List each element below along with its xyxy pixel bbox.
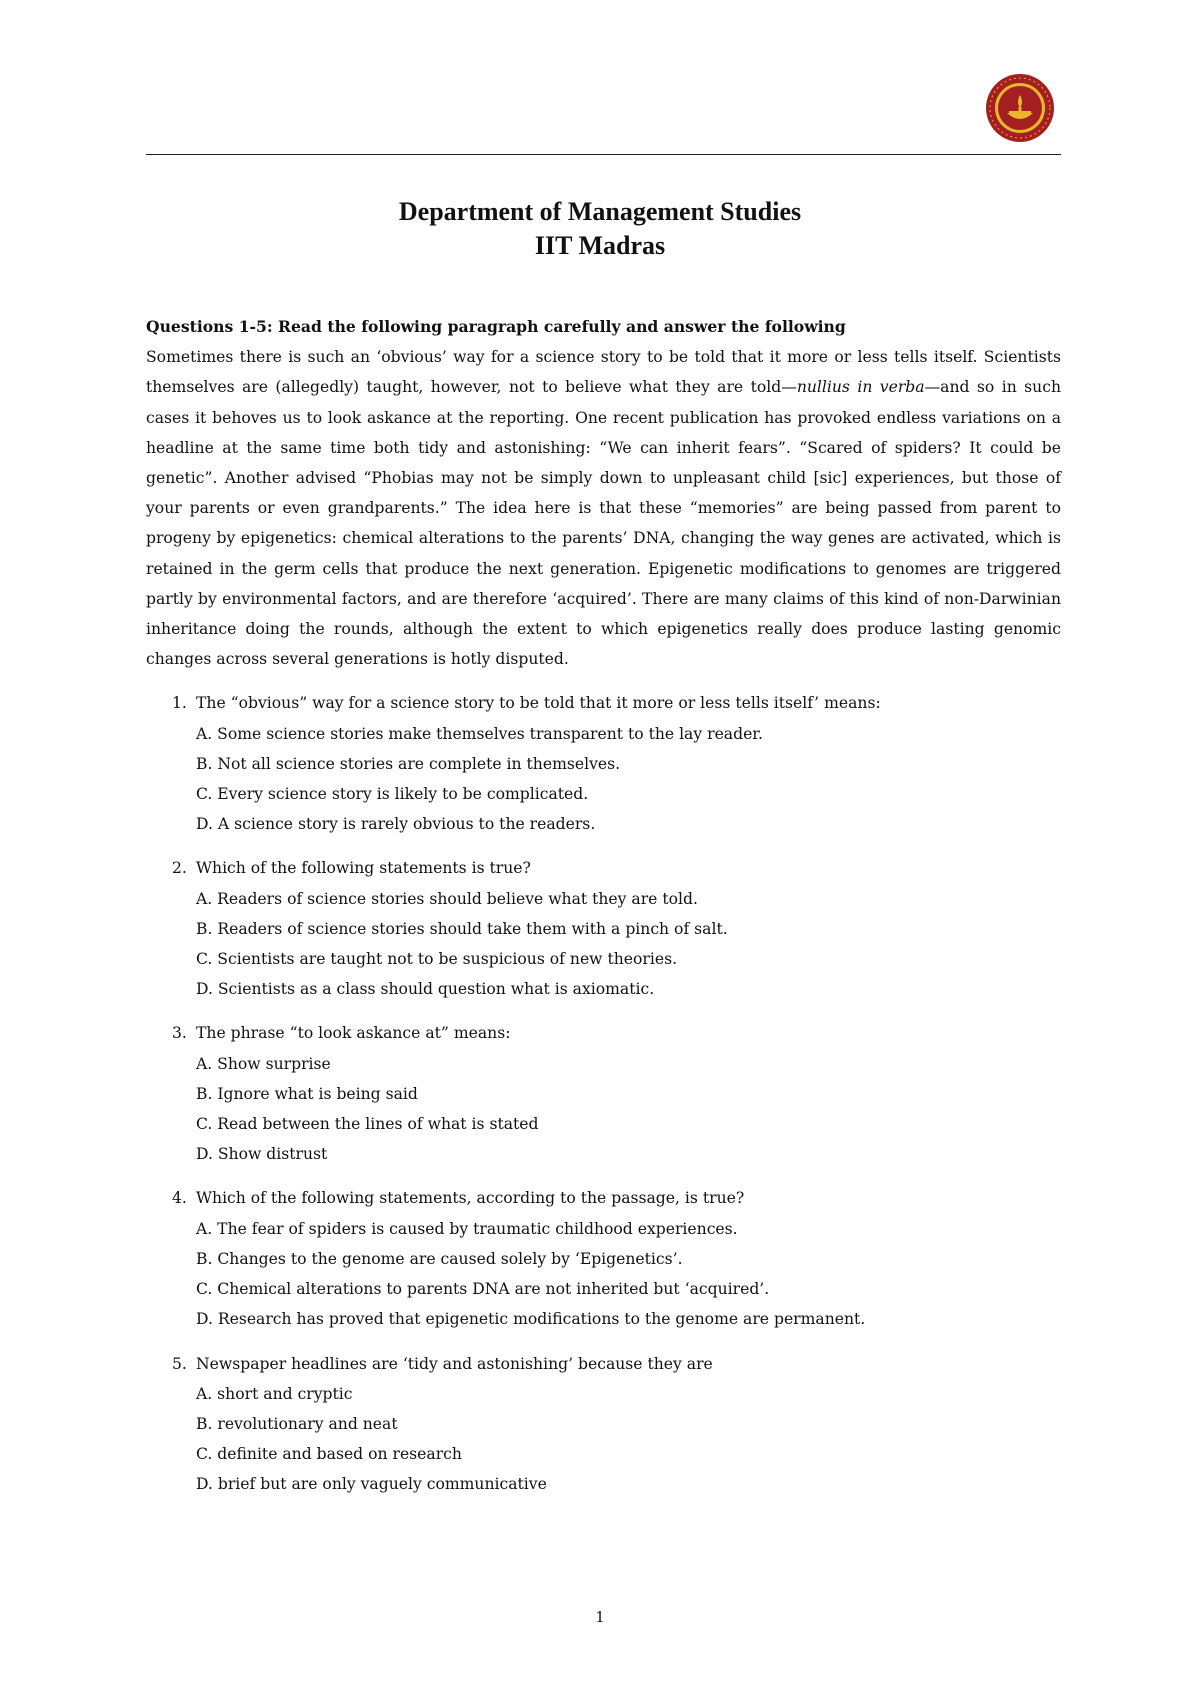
- reading-passage: [146, 342, 1061, 674]
- option-list: [196, 884, 1061, 1005]
- question-text: The phrase “to look askance at” means:: [196, 1024, 511, 1043]
- option-c: C. Read between the lines of what is stated: [196, 1115, 539, 1134]
- iit-madras-logo: [985, 73, 1055, 143]
- option-c: C. Every science story is likely to be complicated.: [196, 785, 589, 804]
- question-2: [146, 853, 1061, 1004]
- option-c: C. definite and based on research: [196, 1445, 462, 1464]
- option-list: [196, 1049, 1061, 1170]
- title-department: Department of Management Studies: [398, 197, 802, 226]
- passage-latin-phrase: nullius in verba: [796, 378, 925, 397]
- question-text: The “obvious” way for a science story to be told that it more or less tells itself’ means:: [196, 694, 881, 713]
- page-title: [0, 195, 1200, 263]
- option-c: C. Chemical alterations to parents DNA are not inherited but ‘acquired’.: [196, 1280, 770, 1299]
- option-c: C. Scientists are taught not to be suspicious of new theories.: [196, 950, 678, 969]
- question-number: 4.: [172, 1189, 187, 1208]
- option-a: A. Readers of science stories should believe what they are told.: [196, 889, 698, 908]
- option-list: [196, 719, 1061, 840]
- title-institute: IIT Madras: [534, 231, 666, 260]
- option-b: B. Changes to the genome are caused solely by ‘Epigenetics’.: [196, 1249, 683, 1268]
- option-d: D. Research has proved that epigenetic modifications to the genome are permanent.: [196, 1310, 866, 1329]
- option-a: A. The fear of spiders is caused by traumatic childhood experiences.: [196, 1219, 738, 1238]
- option-b: B. Ignore what is being said: [196, 1084, 418, 1103]
- question-text: Which of the following statements, according to the passage, is true?: [196, 1189, 745, 1208]
- passage-text-part1: Sometimes there is such an ‘obvious’ way for a science story to be told that it more or less tells itself. Scientists themselves are (allegedly) taught, however, not to believe what they are told—: [146, 348, 1061, 397]
- passage-text-part2: —and so in such cases it behoves us to look askance at the reporting. One recent publication has provoked endless variations on a headline at the same time both tidy and astonishing: “We can inherit fears”. “Scared of spiders? It could be genetic”. Another advised “Phobias may not be simply down to unpleasant child [sic] experiences, but those of your parents or even grandparents.” The idea here is that these “memories” are being passed from parent to progeny by epigenetics: chemical alterations to the parents’ DNA, changing the way genes are activated, which is retained in the germ cells that produce the next generation. Epigenetic modifications to genomes are triggered partly by environmental factors, and are therefore ‘acquired’. There are many claims of this kind of non-Darwinian inheritance doing the rounds, although the extent to which epigenetics really does produce lasting genomic changes across several generations is hotly disputed.: [146, 378, 1061, 669]
- logo-seal-icon: [985, 73, 1055, 143]
- option-list: [196, 1379, 1061, 1500]
- option-b: B. revolutionary and neat: [196, 1414, 398, 1433]
- question-5: [146, 1349, 1061, 1500]
- option-d: D. A science story is rarely obvious to the readers.: [196, 815, 596, 834]
- option-a: A. Show surprise: [196, 1054, 331, 1073]
- question-4: [146, 1183, 1061, 1334]
- option-b: B. Not all science stories are complete in themselves.: [196, 754, 621, 773]
- option-a: A. Some science stories make themselves transparent to the lay reader.: [196, 724, 764, 743]
- question-text: Newspaper headlines are ‘tidy and astonishing’ because they are: [196, 1354, 713, 1373]
- section-heading: Questions 1-5: Read the following paragraph carefully and answer the following: [146, 317, 846, 336]
- option-b: B. Readers of science stories should take them with a pinch of salt.: [196, 919, 728, 938]
- option-d: D. brief but are only vaguely communicative: [196, 1475, 547, 1494]
- question-text: Which of the following statements is true?: [196, 859, 531, 878]
- question-number: 2.: [172, 859, 187, 878]
- question-number: 1.: [172, 694, 187, 713]
- header-rule: [146, 154, 1061, 155]
- question-list: [146, 688, 1061, 1499]
- option-a: A. short and cryptic: [196, 1384, 353, 1403]
- document-body: [146, 312, 1061, 1514]
- option-list: [196, 1214, 1061, 1335]
- option-d: D. Show distrust: [196, 1145, 328, 1164]
- question-number: 5.: [172, 1354, 187, 1373]
- question-1: [146, 688, 1061, 839]
- page-number: 1: [595, 1608, 605, 1626]
- question-number: 3.: [172, 1024, 187, 1043]
- question-3: [146, 1018, 1061, 1169]
- option-d: D. Scientists as a class should question what is axiomatic.: [196, 980, 655, 999]
